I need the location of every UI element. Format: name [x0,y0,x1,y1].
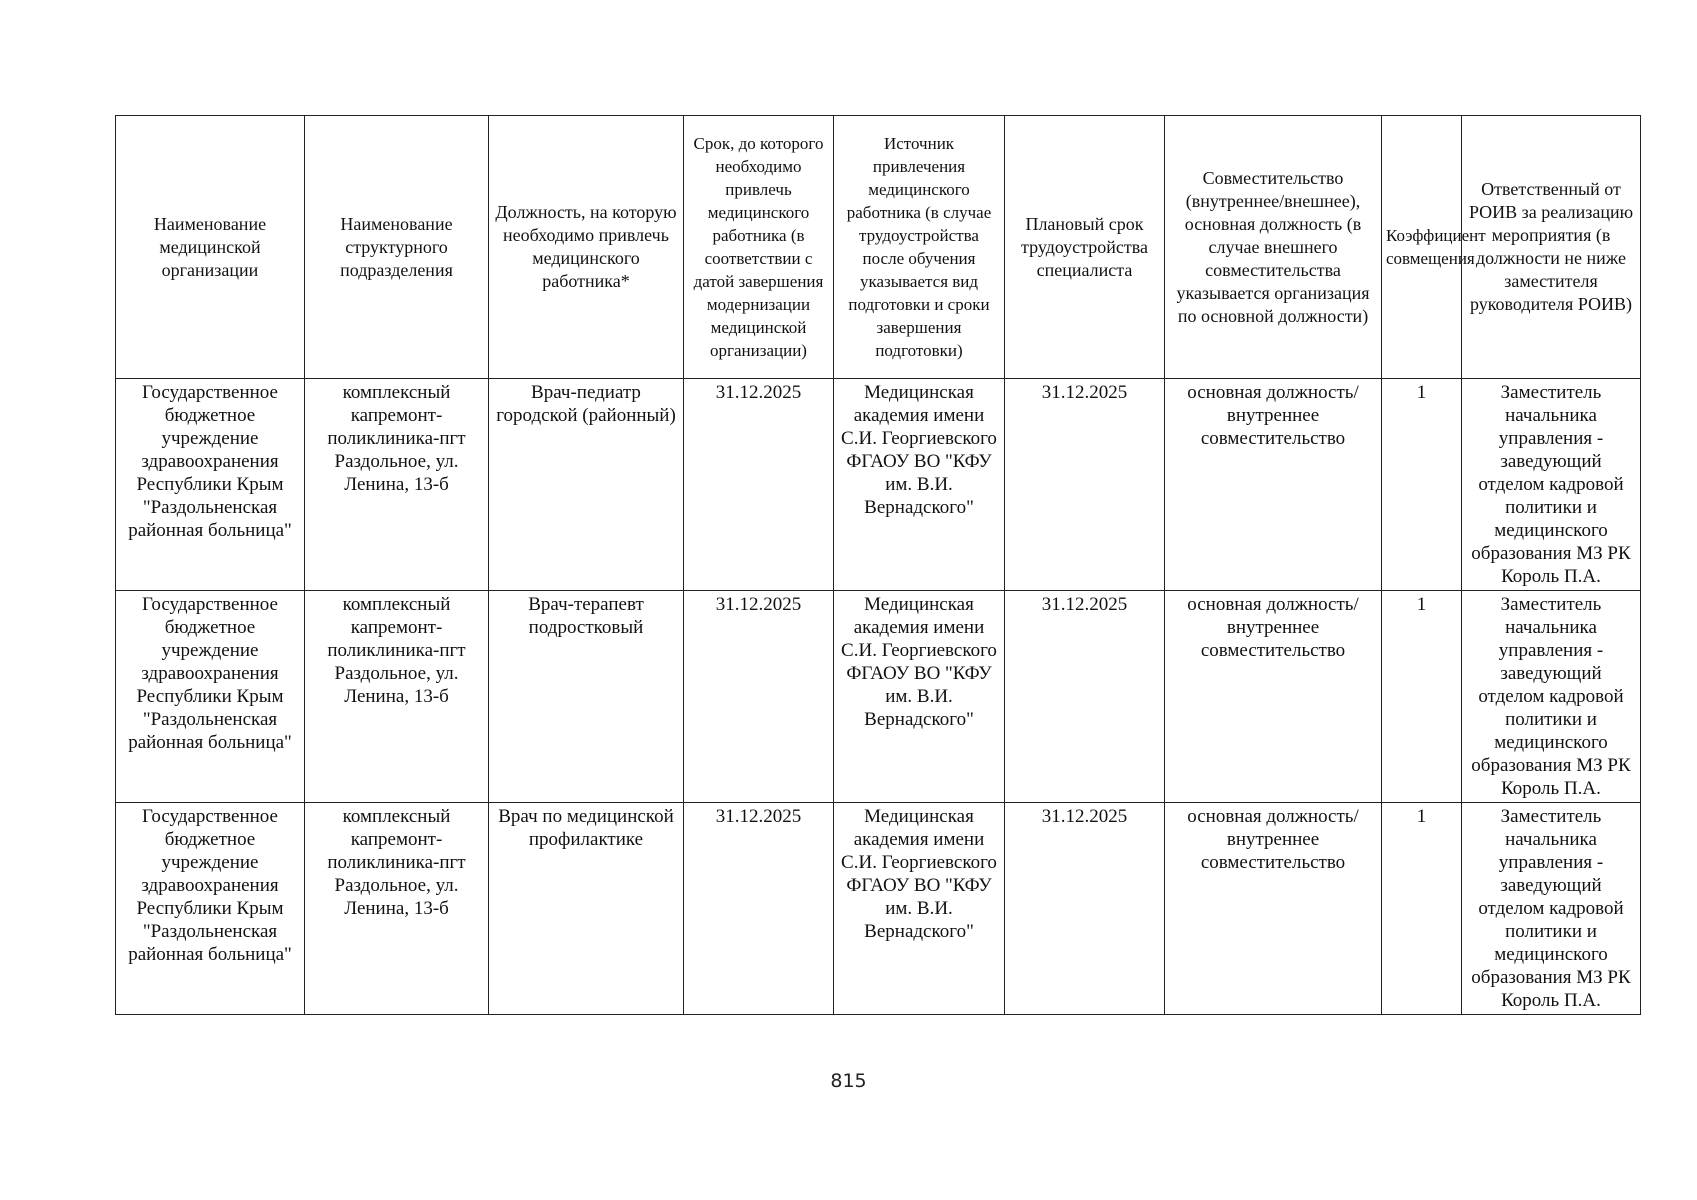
table-row [116,591,1641,803]
header-deadline: Срок, до которого необходимо привлечь медицинского работника (в соответствии с датой завершения модернизации медицинской организации) [684,116,834,379]
cell-coefficient: 1 [1382,803,1462,1015]
cell-position: Врач-педиатр городской (районный) [489,379,684,591]
cell-deadline: 31.12.2025 [684,591,834,803]
cell-combination: основная должность/ внутреннее совместительство [1165,591,1382,803]
table-body [116,379,1641,1015]
staffing-table [115,115,1641,1015]
cell-position: Врач по медицинской профилактике [489,803,684,1015]
cell-source: Медицинская академия имени С.И. Георгиевского ФГАОУ ВО "КФУ им. В.И. Вернадского" [834,803,1005,1015]
cell-deadline: 31.12.2025 [684,803,834,1015]
cell-organization: Государственное бюджетное учреждение здравоохранения Республики Крым "Раздольненская районная больница" [116,591,305,803]
table-row [116,803,1641,1015]
header-row [116,116,1641,379]
header-combination: Совместительство (внутреннее/внешнее), основная должность (в случае внешнего совместительства указывается организация по основной должности) [1165,116,1382,379]
cell-responsible: Заместитель начальника управления - заведующий отделом кадровой политики и медицинского образования МЗ РК Король П.А. [1462,379,1641,591]
cell-combination: основная должность/ внутреннее совместительство [1165,803,1382,1015]
cell-subdivision: комплексный капремонт-поликлиника-пгт Раздольное, ул. Ленина, 13-б [305,803,489,1015]
header-planned-date: Плановый срок трудоустройства специалиста [1005,116,1165,379]
cell-planned-date: 31.12.2025 [1005,803,1165,1015]
cell-coefficient: 1 [1382,591,1462,803]
header-subdivision: Наименование структурного подразделения [305,116,489,379]
table-header [116,116,1641,379]
cell-organization: Государственное бюджетное учреждение здравоохранения Республики Крым "Раздольненская районная больница" [116,803,305,1015]
header-responsible: Ответственный от РОИВ за реализацию мероприятия (в должности не ниже заместителя руководителя РОИВ) [1462,116,1641,379]
cell-planned-date: 31.12.2025 [1005,591,1165,803]
header-position: Должность, на которую необходимо привлечь медицинского работника* [489,116,684,379]
header-organization: Наименование медицинской организации [116,116,305,379]
table-row [116,379,1641,591]
cell-deadline: 31.12.2025 [684,379,834,591]
cell-source: Медицинская академия имени С.И. Георгиевского ФГАОУ ВО "КФУ им. В.И. Вернадского" [834,379,1005,591]
cell-responsible: Заместитель начальника управления - заведующий отделом кадровой политики и медицинского образования МЗ РК Король П.А. [1462,803,1641,1015]
cell-planned-date: 31.12.2025 [1005,379,1165,591]
cell-subdivision: комплексный капремонт-поликлиника-пгт Раздольное, ул. Ленина, 13-б [305,591,489,803]
cell-position: Врач-терапевт подростковый [489,591,684,803]
cell-organization: Государственное бюджетное учреждение здравоохранения Республики Крым "Раздольненская районная больница" [116,379,305,591]
cell-coefficient: 1 [1382,379,1462,591]
cell-responsible: Заместитель начальника управления - заведующий отделом кадровой политики и медицинского образования МЗ РК Король П.А. [1462,591,1641,803]
page-number: 815 [830,1070,867,1092]
header-source: Источник привлечения медицинского работника (в случае трудоустройства после обучения указывается вид подготовки и сроки завершения подготовки) [834,116,1005,379]
cell-source: Медицинская академия имени С.И. Георгиевского ФГАОУ ВО "КФУ им. В.И. Вернадского" [834,591,1005,803]
cell-subdivision: комплексный капремонт-поликлиника-пгт Раздольное, ул. Ленина, 13-б [305,379,489,591]
header-coefficient: Коэффициент совмещения [1382,116,1462,379]
cell-combination: основная должность/ внутреннее совместительство [1165,379,1382,591]
